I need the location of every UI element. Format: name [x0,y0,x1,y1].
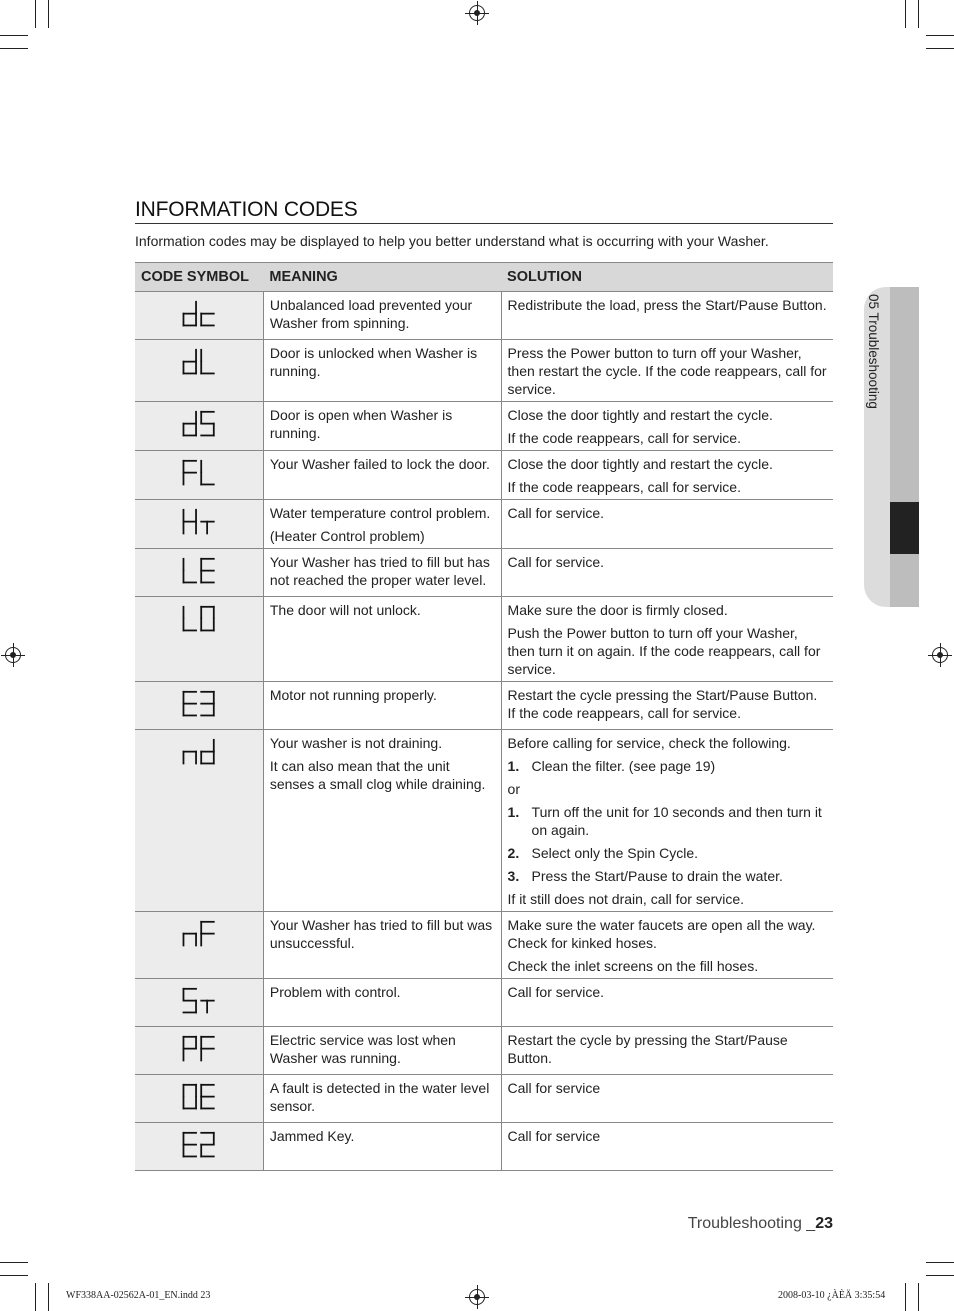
table-row [135,912,833,979]
code-symbol-cell [135,549,263,597]
table-row [135,402,833,451]
header-solution: SOLUTION [501,263,833,292]
table-row [135,1027,833,1075]
code-symbol-cell [135,500,263,549]
cell-text: If it still does not drain, call for service. [507,891,745,907]
cell-text: Push the Power button to turn off your Washer, then turn it on again. If the code reappears, call for service. [507,625,821,677]
code-symbol-icon [182,686,216,722]
table-row [135,500,833,549]
solution-cell [501,1123,833,1171]
cell-text: Redistribute the load, press the Start/Pause Button. [507,297,827,313]
code-symbol-icon [182,504,216,540]
table-row [135,1075,833,1123]
solution-cell [501,1075,833,1123]
table-header-row [135,263,833,292]
cell-text: Close the door tightly and restart the cycle. [507,456,773,472]
step-number: 1. [507,804,520,820]
code-symbol-cell [135,979,263,1027]
code-symbol-cell [135,451,263,500]
cell-text: Call for service. [507,505,604,521]
header-meaning: MEANING [263,263,501,292]
meaning-cell [263,912,501,979]
cell-text: Door is unlocked when Washer is running. [269,345,478,379]
table-row [135,682,833,730]
step-number: 2. [507,845,520,861]
meaning-cell [263,730,501,912]
cell-text: It can also mean that the unit senses a small clog while draining. [269,758,486,792]
meaning-cell [263,292,501,340]
registration-mark-icon [469,5,485,21]
code-symbol-icon [182,601,216,637]
crop-mark [48,0,49,28]
table-row [135,451,833,500]
cell-text: Door is open when Washer is running. [269,407,453,441]
crop-mark [905,1283,906,1311]
meaning-cell [263,682,501,730]
meaning-cell [263,1123,501,1171]
crop-mark [926,48,954,49]
cell-text: Water temperature control problem. [269,505,491,521]
table-row [135,1123,833,1171]
code-symbol-cell [135,1027,263,1075]
cell-text: Your Washer failed to lock the door. [269,456,490,472]
page-footer [688,1215,833,1233]
code-symbol-icon [182,553,216,589]
cell-text: Make sure the door is firmly closed. [507,602,728,618]
cell-text: Your Washer has tried to fill but has not reached the proper water level. [269,554,490,588]
cell-text: Restart the cycle by pressing the Start/Pause Button. [507,1032,788,1066]
code-symbol-cell [135,292,263,340]
meaning-cell [263,451,501,500]
header-code-symbol: CODE SYMBOL [135,263,263,292]
code-symbol-cell [135,682,263,730]
step-text: Press the Start/Pause to drain the water. [531,868,783,884]
page-title: INFORMATION CODES [135,198,358,221]
solution-cell [501,912,833,979]
title-divider [135,223,833,224]
cell-text: Your Washer has tried to fill but was unsuccessful. [269,917,493,951]
registration-mark-icon [5,647,21,663]
solution-cell [501,682,833,730]
solution-cell [501,730,833,912]
cell-text: Call for service. [507,984,604,1000]
table-row [135,730,833,912]
code-symbol-cell [135,912,263,979]
cell-text: Jammed Key. [269,1128,355,1144]
intro-text: Information codes may be displayed to help you better understand what is occurring with your Washer. [135,233,769,249]
table-row [135,292,833,340]
cell-text: Before calling for service, check the following. [507,735,791,751]
crop-mark [35,0,36,28]
meaning-cell [263,549,501,597]
code-symbol-icon [182,734,216,770]
solution-cell [501,340,833,402]
cell-text: Restart the cycle pressing the Start/Pause Button. If the code reappears, call for service. [507,687,818,721]
cell-text: Electric service was lost when Washer was running. [269,1032,456,1066]
solution-cell [501,292,833,340]
code-symbol-cell [135,1075,263,1123]
code-symbol-icon [182,1079,216,1115]
step-number: 1. [507,758,520,774]
code-symbol-icon [182,1031,216,1067]
code-symbol-icon [182,916,216,952]
step-text: Turn off the unit for 10 seconds and then turn it on again. [531,804,822,838]
step-number: 3. [507,868,520,884]
crop-mark [918,1283,919,1311]
page-number: 23 [815,1215,833,1232]
cell-text: Press the Power button to turn off your Washer, then restart the cycle. If the code reappears, call for service. [507,345,827,397]
step-text: Clean the filter. (see page 19) [531,758,716,774]
cell-text: (Heater Control problem) [269,528,425,544]
registration-mark-icon [932,647,948,663]
cell-text: Your washer is not draining. [269,735,443,751]
registration-mark-icon [469,1289,485,1305]
table-row [135,979,833,1027]
crop-mark [918,0,919,28]
cell-text: The door will not unlock. [269,602,421,618]
print-slug-file: WF338AA-02562A-01_EN.indd 23 [66,1290,211,1301]
meaning-cell [263,500,501,549]
chapter-tab-band [890,287,919,607]
cell-text: Call for service. [507,554,604,570]
solution-cell [501,500,833,549]
table-row [135,340,833,402]
code-symbol-cell [135,340,263,402]
footer-section: Troubleshooting _ [687,1215,816,1232]
numbered-step [508,803,827,839]
cell-text: Motor not running properly. [269,687,437,703]
cell-text: Make sure the water faucets are open all the way. Check for kinked hoses. [507,917,816,951]
solution-cell [501,979,833,1027]
code-symbol-cell [135,730,263,912]
table-row [135,597,833,682]
cell-text: Call for service [507,1080,601,1096]
solution-cell [501,597,833,682]
numbered-step [508,844,827,862]
cell-text: Check the inlet screens on the fill hoses. [507,958,759,974]
cell-text: Call for service [507,1128,601,1144]
crop-mark [0,35,28,36]
code-symbol-cell [135,1123,263,1171]
meaning-cell [263,340,501,402]
crop-mark [48,1283,49,1311]
information-codes-table [135,262,833,1171]
code-symbol-cell [135,597,263,682]
step-text: Select only the Spin Cycle. [531,845,699,861]
code-symbol-icon [182,983,216,1019]
crop-mark [0,1275,28,1276]
cell-text: A fault is detected in the water level sensor. [269,1080,490,1114]
code-symbol-icon [182,455,216,491]
solution-cell [501,1027,833,1075]
code-symbol-icon [182,344,216,380]
crop-mark [926,1275,954,1276]
print-slug-date: 2008-03-10 ¿ÀÈÄ 3:35:54 [778,1290,886,1301]
crop-mark [905,0,906,28]
crop-mark [0,48,28,49]
table-row [135,549,833,597]
crop-mark [0,1262,28,1263]
meaning-cell [263,597,501,682]
crop-mark [926,35,954,36]
code-symbol-icon [182,1127,216,1163]
cell-text: Close the door tightly and restart the cycle. [507,407,773,423]
meaning-cell [263,1075,501,1123]
numbered-step [508,757,827,775]
solution-cell [501,402,833,451]
meaning-cell [263,979,501,1027]
cell-text: Unbalanced load prevented your Washer from spinning. [269,297,473,331]
solution-cell [501,451,833,500]
solution-cell [501,549,833,597]
meaning-cell [263,1027,501,1075]
chapter-tab-marker [890,502,919,554]
crop-mark [926,1262,954,1263]
cell-text: or [507,781,520,797]
crop-mark [35,1283,36,1311]
code-symbol-cell [135,402,263,451]
code-symbol-icon [182,406,216,442]
cell-text: If the code reappears, call for service. [507,479,741,495]
code-symbol-icon [182,296,216,332]
cell-text: If the code reappears, call for service. [507,430,741,446]
meaning-cell [263,402,501,451]
cell-text: Problem with control. [269,984,401,1000]
numbered-step [508,867,827,885]
chapter-tab-label: 05 Troubleshooting [866,294,881,409]
